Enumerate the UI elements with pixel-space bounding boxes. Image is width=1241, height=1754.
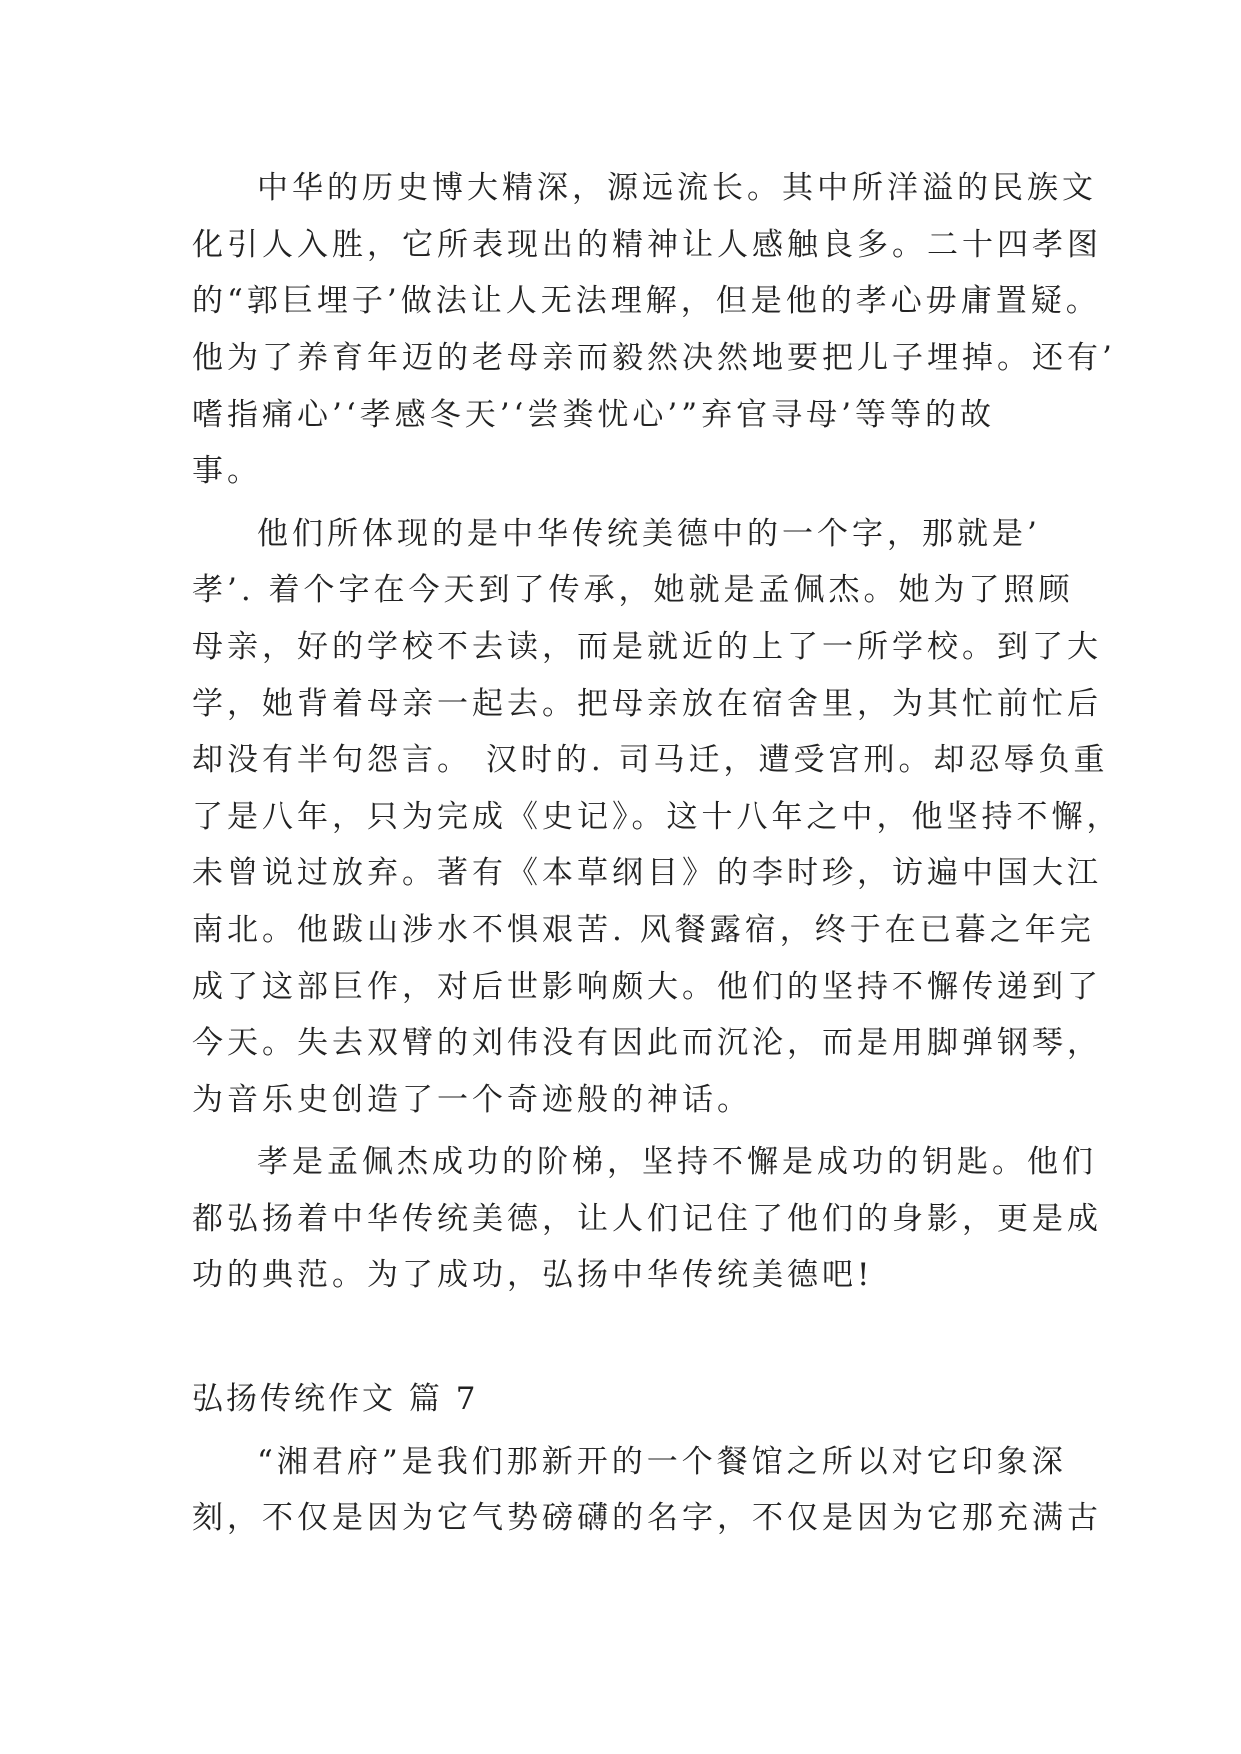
paragraph-1-line-4: 他为了养育年迈的老母亲而毅然决然地要把儿子埋掉。还有’ (192, 340, 1116, 376)
paragraph-1-line-3: 的“郭巨埋子’做法让人无法理解，但是他的孝心毋庸置疑。 (192, 283, 1101, 319)
section-heading: 弘扬传统作文 篇 7 (192, 1381, 479, 1417)
paragraph-1-line-2: 化引人入胜，它所表现出的精神让人感触良多。二十四孝图 (192, 227, 1102, 263)
paragraph-3-line-1: 孝是孟佩杰成功的阶梯，坚持不懈是成功的钥匙。他们 (257, 1144, 1097, 1180)
paragraph-2-line-9: 成了这部巨作，对后世影响颇大。他们的坚持不懈传递到了 (192, 969, 1102, 1005)
paragraph-2-line-5: 却没有半句怨言。 汉时的. 司马迁，遭受宫刑。却忍辱负重 (192, 742, 1109, 778)
paragraph-3-line-3: 功的典范。为了成功，弘扬中华传统美德吧! (192, 1257, 874, 1293)
paragraph-2-line-6: 了是八年，只为完成《史记》。这十八年之中，他坚持不懈， (192, 799, 1122, 835)
paragraph-2-line-3: 母亲，好的学校不去读，而是就近的上了一所学校。到了大 (192, 629, 1102, 665)
paragraph-1-line-6: 事。 (192, 453, 262, 489)
paragraph-2-line-11: 为音乐史创造了一个奇迹般的神话。 (192, 1082, 752, 1118)
paragraph-2-line-8: 南北。他跋山涉水不惧艰苦. 风餐露宿，终于在已暮之年完 (192, 912, 1095, 948)
section-paragraph-line-2: 刻，不仅是因为它气势磅礴的名字，不仅是因为它那充满古 (192, 1500, 1102, 1536)
paragraph-2-line-4: 学，她背着母亲一起去。把母亲放在宿舍里，为其忙前忙后 (192, 686, 1102, 722)
paragraph-2-line-2: 孝’. 着个字在今天到了传承，她就是孟佩杰。她为了照顾 (192, 572, 1074, 608)
section-paragraph-line-1: “湘君府”是我们那新开的一个餐馆之所以对它印象深 (257, 1444, 1067, 1480)
paragraph-2-line-7: 未曾说过放弃。著有《本草纲目》的李时珍，访遍中国大江 (192, 855, 1102, 891)
paragraph-1-line-5: 嗜指痛心’‘孝感冬天’‘尝粪忧心’”弃官寻母’等等的故 (192, 397, 995, 433)
paragraph-3-line-2: 都弘扬着中华传统美德，让人们记住了他们的身影，更是成 (192, 1201, 1102, 1237)
paragraph-1-line-1: 中华的历史博大精深，源远流长。其中所洋溢的民族文 (257, 170, 1097, 206)
paragraph-2-line-10: 今天。失去双臂的刘伟没有因此而沉沦，而是用脚弹钢琴， (192, 1025, 1102, 1061)
paragraph-2-line-1: 他们所体现的是中华传统美德中的一个字，那就是’ (257, 516, 1041, 552)
